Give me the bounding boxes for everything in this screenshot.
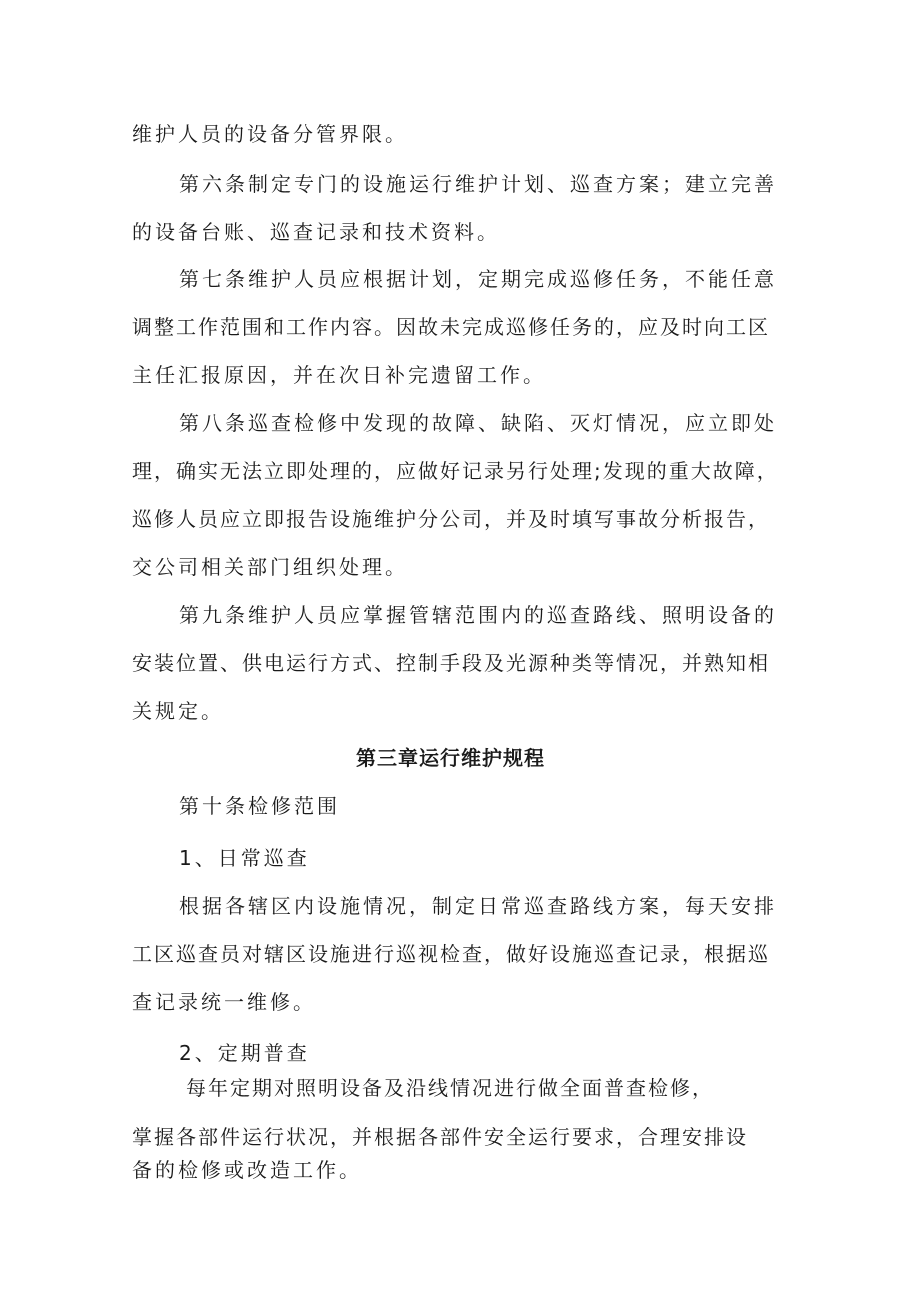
text-line: 掌握各部件运行状况，并根据各部件安全运行要求，合理安排设 bbox=[132, 1125, 748, 1149]
text-line: 1、日常巡查 bbox=[179, 846, 310, 870]
text-line: 查记录统一维修。 bbox=[132, 990, 316, 1014]
text-line: 工区巡查员对辖区设施进行巡视检查，做好设施巡查记录，根据巡 bbox=[132, 942, 770, 966]
text-line: 第十条检修范围 bbox=[179, 794, 340, 818]
text-line: 第七条维护人员应根据计划，定期完成巡修任务，不能任意 bbox=[179, 267, 777, 291]
text-line: 第九条维护人员应掌握管辖范围内的巡查路线、照明设备的 bbox=[179, 603, 777, 627]
text-line: 交公司相关部门组织处理。 bbox=[132, 555, 408, 579]
text-line: 关规定。 bbox=[132, 699, 224, 723]
text-line: 第八条巡查检修中发现的故障、缺陷、灭灯情况，应立即处 bbox=[179, 411, 777, 435]
text-line: 第六条制定专门的设施运行维护计划、巡查方案；建立完善 bbox=[179, 172, 777, 196]
chapter-heading: 第三章运行维护规程 bbox=[356, 746, 545, 770]
text-line: 备的检修或改造工作。 bbox=[132, 1158, 362, 1182]
text-line: 的设备台账、巡查记录和技术资料。 bbox=[132, 220, 500, 244]
text-line: 维护人员的设备分管界限。 bbox=[132, 122, 408, 146]
text-line: 2、定期普查 bbox=[179, 1041, 310, 1065]
text-line: 理，确实无法立即处理的，应做好记录另行处理;发现的重大故障， bbox=[132, 459, 779, 483]
text-line: 调整工作范围和工作内容。因故未完成巡修任务的，应及时向工区 bbox=[132, 315, 770, 339]
text-line: 巡修人员应立即报告设施维护分公司，并及时填写事故分析报告， bbox=[132, 507, 770, 531]
text-line: 安装位置、供电运行方式、控制手段及光源种类等情况，并熟知相 bbox=[132, 651, 770, 675]
text-line: 每年定期对照明设备及沿线情况进行做全面普查检修， bbox=[186, 1076, 714, 1100]
text-line: 根据各辖区内设施情况，制定日常巡查路线方案，每天安排 bbox=[179, 894, 777, 918]
text-line: 主任汇报原因，并在次日补完遗留工作。 bbox=[132, 363, 546, 387]
